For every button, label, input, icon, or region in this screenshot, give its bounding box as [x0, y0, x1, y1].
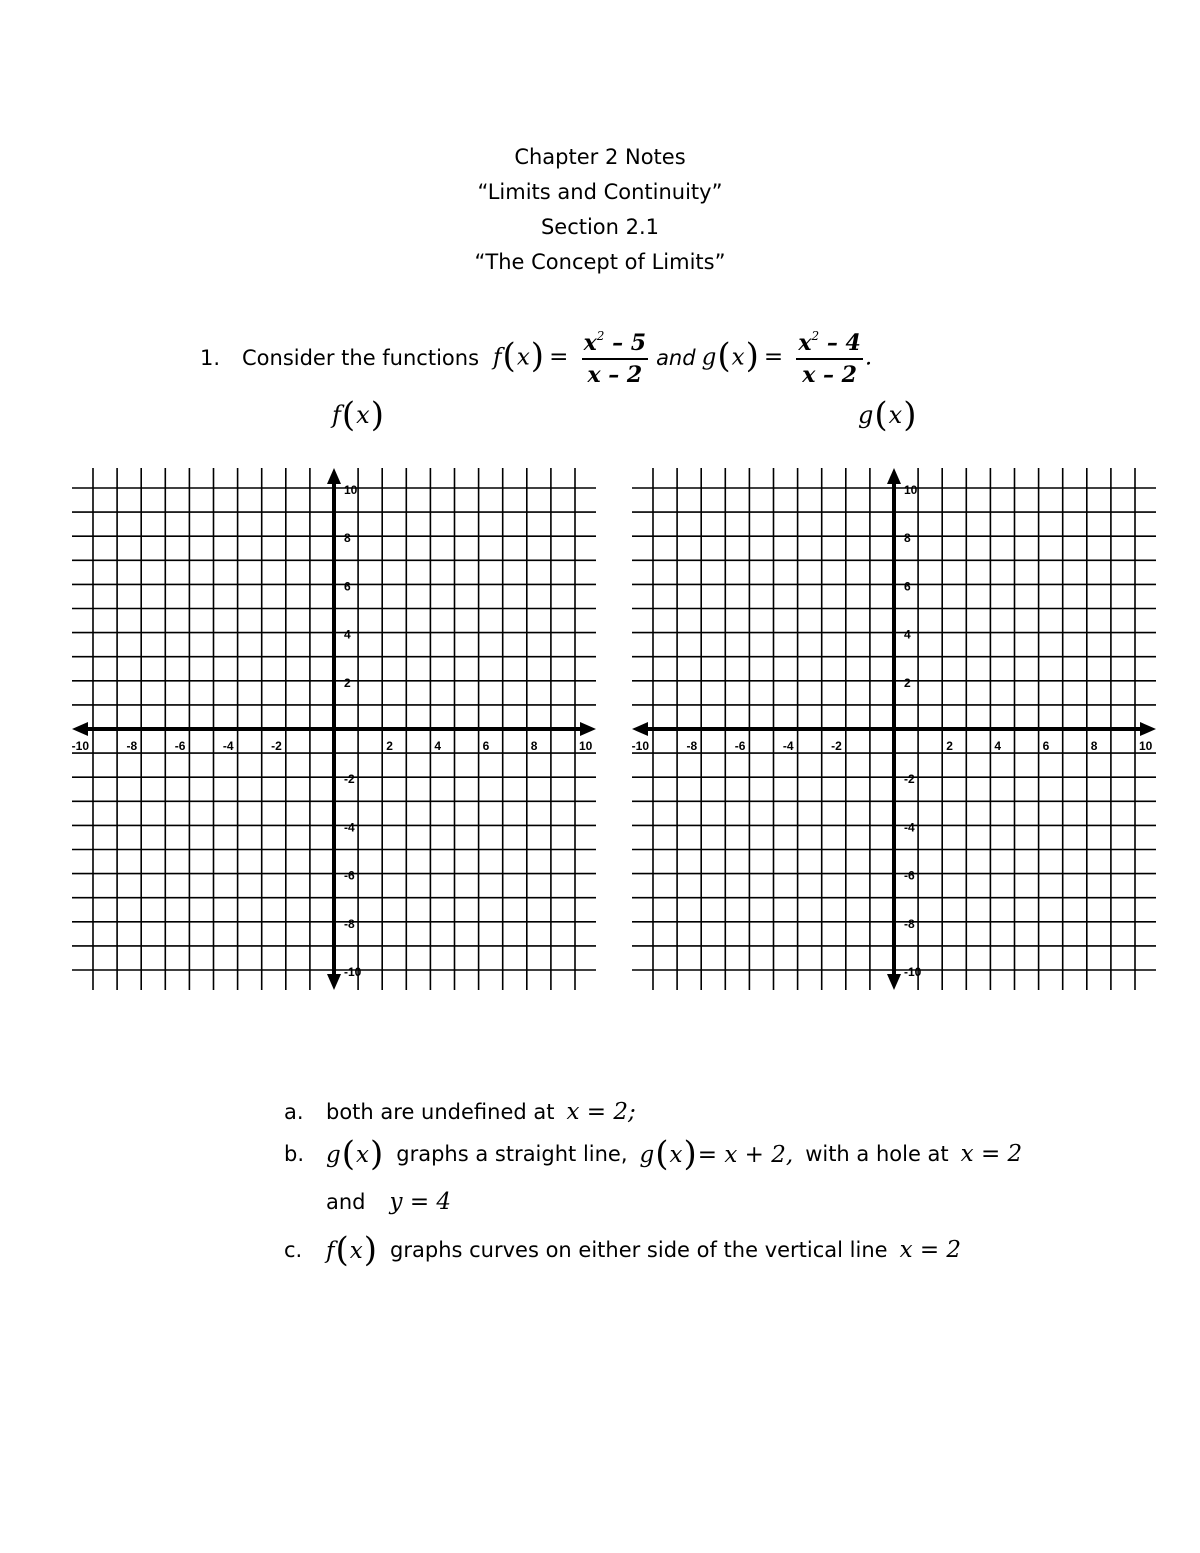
chapter-title: Chapter 2 Notes	[514, 145, 686, 169]
answer-c-f: f(x)	[326, 1230, 378, 1270]
grid-f-arrow-right	[580, 722, 596, 736]
answer-b-label: b.	[284, 1142, 305, 1166]
grid-g-arrow-up	[887, 468, 901, 484]
grid-f-y-tick-label: 2	[344, 675, 351, 690]
period: .	[864, 344, 873, 370]
grid-f-y-tick-label: -2	[344, 772, 355, 787]
answer-b-g: g(x)	[326, 1134, 384, 1174]
graph-label-g-var: x	[888, 401, 903, 429]
chapter-subtitle: “Limits and Continuity”	[477, 180, 723, 204]
answer-c-f-name: f	[326, 1238, 335, 1264]
grid-g-y-tick-label: 10	[904, 483, 918, 497]
answer-b-g2: g(x)= x + 2,	[639, 1134, 794, 1174]
grid-g-x-tick-label: 2	[946, 739, 953, 753]
answer-c-text: graphs curves on either side of the vertical line	[390, 1238, 888, 1262]
g-fraction	[796, 329, 862, 388]
grid-f-y-tick-label: 4	[344, 627, 351, 642]
graph-label-g: g(x)	[858, 395, 917, 435]
grid-g-x-tick-label: -6	[734, 739, 746, 753]
grid-g-x-tick-label: -10	[631, 739, 649, 753]
section-title: “The Concept of Limits”	[474, 250, 726, 274]
grid-g-arrow-left	[632, 722, 648, 736]
answer-c-label: c.	[284, 1238, 303, 1262]
grid-g-x-tick-label: 4	[994, 739, 1002, 753]
grid-f-x-tick-label: -4	[222, 739, 234, 753]
g-denominator: x – 2	[802, 361, 857, 388]
grid-f-arrow-left	[72, 722, 88, 736]
f-num-rest: – 5	[604, 329, 647, 356]
f-numerator: x	[583, 329, 597, 356]
grid-f-x-tick-label: -10	[71, 739, 89, 753]
grid-f-x-tick-label: 4	[434, 739, 442, 753]
grid-g-y-tick-label: -8	[904, 916, 915, 931]
answer-a	[284, 1090, 636, 1134]
answer-c-math: x = 2	[899, 1237, 962, 1263]
grid-g-x-tick-label: 10	[1139, 739, 1153, 753]
grid-g-y-tick-label: 4	[904, 627, 911, 642]
answer-c-f-var: x	[349, 1238, 363, 1264]
question-1	[200, 322, 960, 394]
f-name: f	[493, 344, 502, 370]
answer-b-g2-var: x	[669, 1142, 683, 1168]
grid-g-y-tick-label: 8	[904, 531, 911, 546]
grid-f-x-tick-label: -2	[271, 739, 282, 753]
grid-f-x-tick-label: -8	[126, 739, 138, 753]
answer-b-text1: graphs a straight line,	[396, 1142, 628, 1166]
grid-f-y-tick-label: 8	[344, 531, 351, 546]
grid-g-y-tick-label: -6	[904, 868, 915, 883]
answer-b-text2: with a hole at	[805, 1142, 949, 1166]
g-num-exp: 2	[811, 328, 820, 343]
g-numerator: x	[798, 329, 812, 356]
grid-g-y-tick-label: -10	[904, 965, 922, 979]
answer-b	[284, 1132, 1022, 1176]
grid-f-x-tick-label: 8	[530, 739, 538, 753]
graph-label-f-var: x	[356, 401, 370, 429]
grid-f-x-tick-label: 6	[482, 739, 490, 753]
g-num-rest: – 4	[819, 329, 861, 356]
grid-f-y-tick-label: -10	[344, 965, 362, 979]
coordinate-grid-g	[626, 464, 1162, 994]
grid-g-x-tick-label: 8	[1090, 739, 1098, 753]
grid-f-y-tick-label: -8	[344, 916, 355, 931]
grid-g-arrow-right	[1140, 722, 1156, 736]
grid-g-x-tick-label: -2	[831, 739, 842, 753]
graph-label-g-name: g	[858, 401, 874, 429]
conjunction: and	[656, 346, 696, 370]
f-definition: f(x) = $\frac{x^2 - 5}{x - 2}$	[493, 328, 647, 388]
f-fraction	[582, 329, 648, 388]
grid-g-y-tick-label: -4	[904, 820, 915, 835]
graph-label-f: f(x)	[332, 395, 384, 435]
grid-g-y-tick-label: -2	[904, 772, 915, 787]
grid-g-arrow-down	[887, 974, 901, 990]
grid-f-y-tick-label: -4	[344, 820, 355, 835]
grid-g-x-tick-label: -8	[686, 739, 698, 753]
g-var: x	[731, 344, 745, 370]
answer-b-cont-text: and	[326, 1190, 366, 1214]
answer-c	[284, 1228, 961, 1272]
answer-b-math1: = x + 2,	[697, 1142, 794, 1168]
graph-label-f-name: f	[332, 401, 341, 429]
answer-b-g-var: x	[356, 1142, 369, 1168]
answer-b-g-name: g	[326, 1142, 341, 1168]
question-number: 1.	[200, 346, 221, 370]
grid-f-y-tick-label: 10	[344, 483, 358, 497]
grid-g-y-tick-label: 2	[904, 675, 911, 690]
f-denominator: x – 2	[587, 361, 643, 388]
grid-f-x-tick-label: -6	[174, 739, 186, 753]
grid-g-x-tick-label: 6	[1042, 739, 1050, 753]
answer-a-math: x = 2;	[566, 1099, 636, 1125]
g-name: g	[701, 344, 717, 370]
grid-g-y-tick-label: 6	[904, 579, 911, 594]
grid-f-x-tick-label: 10	[579, 739, 593, 753]
answer-b-g2-name: g	[639, 1142, 655, 1168]
grid-f-y-tick-label: 6	[344, 579, 351, 594]
title-block	[0, 140, 1200, 280]
answer-a-text: both are undefined at	[326, 1100, 555, 1124]
answer-b-math2: x = 2	[960, 1141, 1023, 1167]
grid-f-arrow-up	[327, 468, 341, 484]
section-number: Section 2.1	[540, 215, 660, 239]
g-definition: g(x) = $\frac{x^2 - 4}{x - 2}$ .	[701, 328, 873, 388]
grid-f-arrow-down	[327, 974, 341, 990]
grid-g-x-tick-label: -4	[782, 739, 794, 753]
coordinate-grid-f	[66, 464, 602, 994]
f-num-exp: 2	[596, 328, 605, 343]
answer-b-cont-math: y = 4	[389, 1189, 452, 1215]
grid-f-y-tick-label: -6	[344, 868, 355, 883]
question-text: Consider the functions	[242, 346, 480, 370]
answer-a-label: a.	[284, 1100, 304, 1124]
f-var: x	[516, 344, 530, 370]
answer-b-continuation	[326, 1180, 451, 1224]
grid-f-x-tick-label: 2	[386, 739, 393, 753]
